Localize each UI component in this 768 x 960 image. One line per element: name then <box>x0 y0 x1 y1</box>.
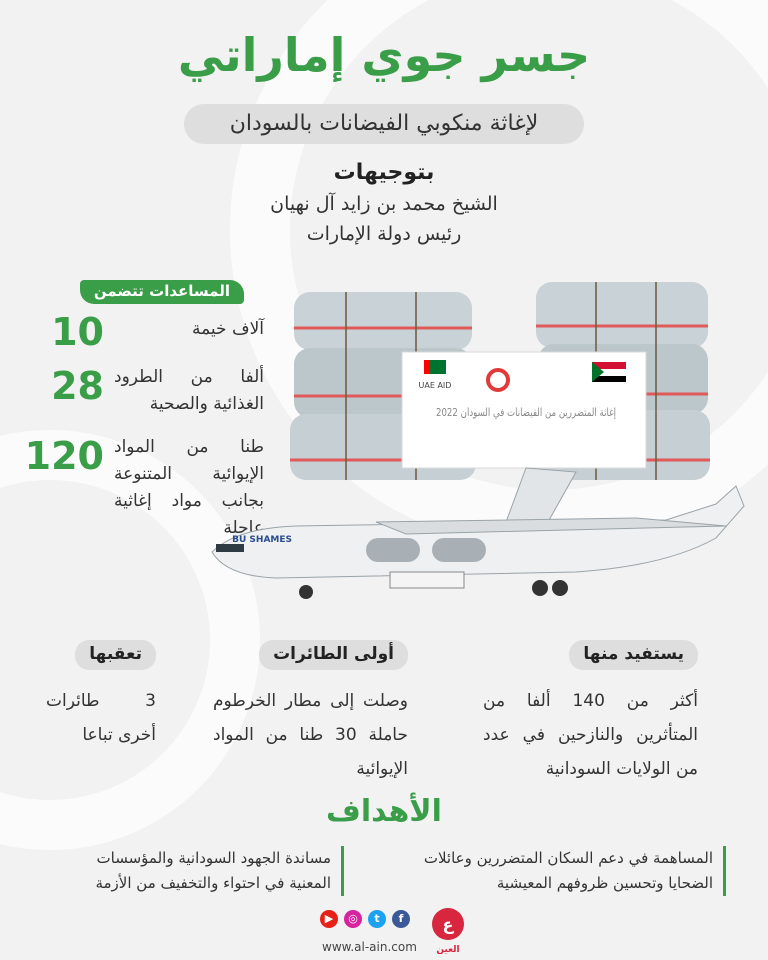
aid-item-text: آلاف خيمة <box>191 319 264 339</box>
aid-banner <box>402 352 661 468</box>
website-link[interactable]: www.al-ain.com <box>322 940 417 954</box>
aid-item-number: 120 <box>24 434 104 478</box>
page-title: جسر جوي إماراتي <box>177 28 591 82</box>
plane-text: BU SHAMES <box>232 535 292 545</box>
column-text: أكثر من 140 ألفا من المتأثرين والنازحين في عدد من الولايات السودانية <box>483 691 698 779</box>
cargo-plane <box>212 468 744 599</box>
uae-aid-label: UAE AID <box>418 381 452 390</box>
goal-line: الضحايا وتحسين ظروفهم المعيشية <box>496 874 713 892</box>
al-ain-logo <box>428 906 468 954</box>
column-title: أولى الطائرات <box>259 640 408 670</box>
directive-role: رئيس دولة الإمارات <box>306 223 462 245</box>
column-text: 3 طائرات أخرى تباعا <box>46 691 156 745</box>
social-links <box>320 910 410 928</box>
column-title: تعقبها <box>75 640 156 670</box>
directive-heading: بتوجيهات <box>333 160 435 185</box>
goal-line: المساهمة في دعم السكان المتضررين وعائلات <box>423 849 713 867</box>
cargo-plane-illustration <box>196 276 756 616</box>
column-title: يستفيد منها <box>569 640 698 670</box>
info-column <box>46 640 156 752</box>
info-column <box>483 640 698 786</box>
aid-item-text: طنا من المواد الإيوائية المتنوعة بجانب مواد إغاثية عاجلة <box>114 437 264 538</box>
goals-title: الأهداف <box>326 794 442 829</box>
directive-name: الشيخ محمد بن زايد آل نهيان <box>270 193 498 215</box>
aid-item-number: 10 <box>51 310 104 354</box>
aid-header: المساعدات تتضمن <box>80 280 244 304</box>
aid-item-text: ألفا من الطرود الغذائية والصحية <box>114 367 264 414</box>
page-subtitle: لإغاثة منكوبي الفيضانات بالسودان <box>184 104 584 144</box>
banner-text: إغاثة المتضررين من الفيضانات في السودان 2022 <box>435 406 661 419</box>
youtube-icon[interactable]: ▶ <box>320 910 338 928</box>
goal-line: مساندة الجهود السودانية والمؤسسات <box>96 849 331 867</box>
instagram-icon[interactable]: ◎ <box>344 910 362 928</box>
aid-item-number: 28 <box>51 364 104 408</box>
goal-line: المعنية في احتواء والتخفيف من الأزمة <box>95 874 331 892</box>
twitter-icon[interactable]: t <box>368 910 386 928</box>
directive-block <box>0 160 768 249</box>
info-column <box>213 640 408 786</box>
column-text: وصلت إلى مطار الخرطوم حاملة 30 طنا من المواد الإيوائية <box>213 691 408 779</box>
svg-text:ع: ع <box>442 915 454 934</box>
facebook-icon[interactable]: f <box>392 910 410 928</box>
goal-item <box>424 846 726 896</box>
logo-text: العين <box>436 945 460 954</box>
goal-item <box>95 846 344 896</box>
